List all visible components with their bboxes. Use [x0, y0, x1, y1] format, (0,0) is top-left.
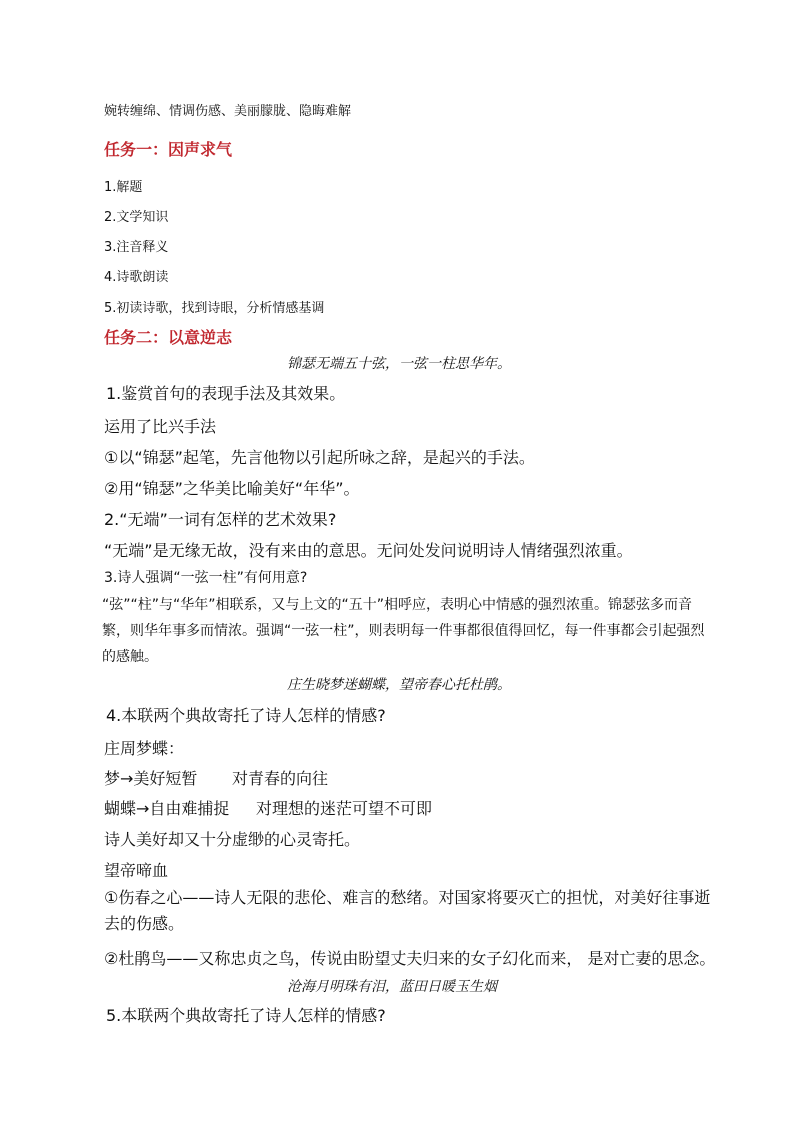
- zhuangzhou-line-2-right: 对理想的迷茫可望不可即: [256, 799, 433, 818]
- zhuangzhou-summary: 诗人美好却又十分虚缈的心灵寄托。: [104, 830, 361, 849]
- intro-line: 婉转缠绵、情调伤感、美丽朦胧、隐晦难解: [104, 104, 352, 119]
- answer-2: “无端”是无缘无故，没有来由的意思。无问处发问说明诗人情绪强烈浓重。: [104, 541, 633, 560]
- answer-1-point-2: ②用“锦瑟”之华美比喻美好“年华”。: [104, 479, 360, 498]
- task1-item-1: 1.解题: [104, 180, 143, 195]
- answer-1: 运用了比兴手法: [104, 417, 217, 436]
- zhuangzhou-line-1-left: 梦→美好短暂: [104, 769, 198, 788]
- task1-item-4: 4.诗歌朗读: [104, 270, 169, 285]
- task2-heading: 任务二：以意逆志: [104, 328, 233, 347]
- question-4: 4.本联两个典故寄托了诗人怎样的情感?: [106, 706, 386, 725]
- task1-item-2: 2.文学知识: [104, 210, 169, 225]
- task1-item-5: 5.初读诗歌，找到诗眼，分析情感基调: [104, 301, 325, 316]
- wangdi-title: 望帝啼血: [104, 861, 169, 880]
- wangdi-point-2: ②杜鹃鸟——又称忠贞之鸟，传说由盼望丈夫归来的女子幻化而来， 是对亡妻的思念。: [104, 949, 716, 968]
- zhuangzhou-line-2-left: 蝴蝶→自由难捕捉: [104, 799, 230, 818]
- poem-line-2: 庄生晓梦迷蝴蝶，望帝春心托杜鹃。: [287, 677, 511, 693]
- question-2: 2.“无端”一词有怎样的艺术效果?: [104, 510, 337, 529]
- question-3: 3.诗人强调“一弦一柱”有何用意?: [104, 570, 308, 586]
- poem-line-1: 锦瑟无端五十弦，一弦一柱思华年。: [287, 356, 511, 372]
- question-5: 5.本联两个典故寄托了诗人怎样的情感?: [106, 1006, 386, 1025]
- answer-3: “弦”“柱”与“华年”相联系，又与上文的“五十”相呼应，表明心中情感的强烈浓重。锦瑟弦多而音繁，则华年事多而情浓。强调“一弦一柱”，则表明每一件事都很值得回忆，每一件事都会引起强烈的感触。: [102, 597, 705, 665]
- wangdi-point-1: ①伤春之心——诗人无限的悲伦、难言的愁绪。对国家将要灭亡的担忧，对美好往事逝去的伤感。: [104, 888, 711, 933]
- zhuangzhou-title: 庄周梦蝶：: [104, 739, 185, 758]
- task1-item-3: 3.注音释义: [104, 240, 169, 255]
- question-1: 1.鉴赏首句的表现手法及其效果。: [106, 384, 346, 403]
- poem-line-3: 沧海月明珠有泪，蓝田日暖玉生烟: [287, 979, 497, 995]
- answer-1-point-1: ①以“锦瑟”起笔，先言他物以引起所咏之辞，是起兴的手法。: [104, 448, 535, 467]
- task1-heading: 任务一：因声求气: [104, 140, 233, 159]
- zhuangzhou-line-1-right: 对青春的向往: [232, 769, 329, 788]
